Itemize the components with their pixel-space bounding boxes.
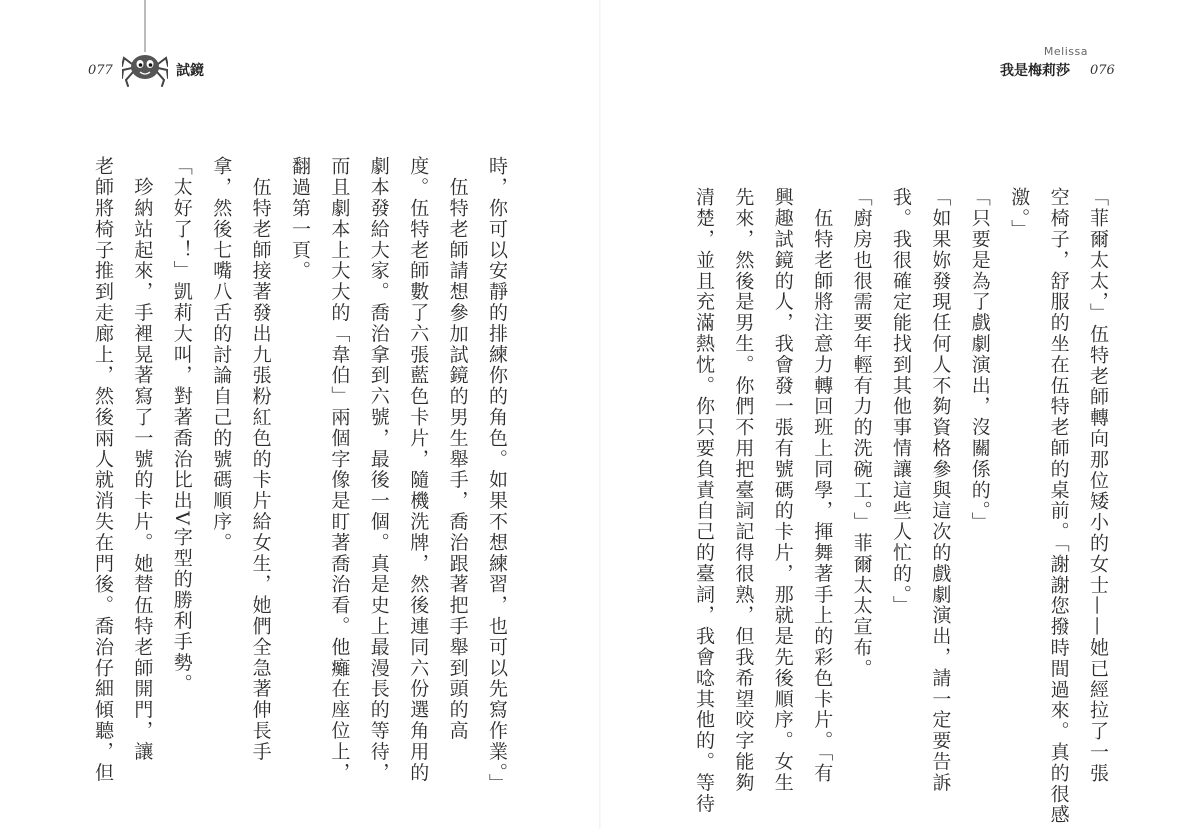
right-page-text-line: 「菲爾太太，」伍特老師轉向那位矮小的女士——她已經拉了一張 — [1087, 187, 1109, 784]
right-page-text-line: 先來，然後是男生。你們不用把臺詞記得很熟，但我希望咬字能夠 — [732, 187, 755, 794]
right-page-text-line: 激。」 — [1008, 187, 1031, 241]
running-title-left: 試鏡 — [176, 63, 204, 79]
left-page-text-line: 劇本發給大家。喬治拿到六號，最後一個。真是史上最漫長的等待， — [367, 156, 390, 783]
left-page-text-line: 珍納站起來，手裡晃著寫了一號的卡片。她替伍特老師開門，讓 — [131, 156, 154, 763]
right-page-text-line: 伍特老師將注意力轉回班上同學，揮舞著手上的彩色卡片。「有 — [811, 187, 834, 784]
left-page-text-line: 伍特老師接著發出九張粉紅色的卡片給女生，她們全急著伸長手 — [249, 156, 272, 763]
left-page-text-line: 伍特老師請想參加試鏡的男生舉手，喬治跟著把手舉到頭的高 — [446, 156, 469, 742]
left-page-text-line: 老師將椅子推到走廊上，然後兩人就消失在門後。喬治仔細傾聽，但 — [92, 156, 114, 783]
right-page-text-line: 「只要是為了戲劇演出，沒關係的。」 — [968, 187, 991, 533]
right-page-text-line: 清楚，並且充滿熱忱。你只要負責自己的臺詞，我會唸其他的。等待 — [693, 187, 715, 814]
left-page-text-line: 時，你可以安靜的排練你的角色。如果不想練習，也可以先寫作業。」 — [486, 156, 508, 795]
right-page-text-line: 「廚房也很需要年輕有力的洗碗工。」菲爾太太宣布。 — [850, 187, 873, 680]
page-number-right: 076 — [1090, 63, 1115, 78]
left-page-text-line: 「太好了！」凱莉大叫，對著喬治比出V字型的勝利手勢。 — [170, 156, 193, 695]
right-page-text-line: 「如果妳發現任何人不夠資格參與這次的戲劇演出，請一定要告訴 — [929, 187, 952, 794]
brand-wordmark: Melissa — [1043, 45, 1088, 58]
left-page-text-line: 拿，然後七嘴八舌的討論自己的號碼順序。 — [210, 156, 233, 554]
left-page-text-line: 而且劇本上大大的「韋伯」兩個字像是盯著喬治看。他癱在座位上， — [328, 156, 351, 783]
right-page-text-line: 我。我很確定能找到其他事情讓這些人忙的。」 — [890, 187, 912, 617]
page-number-left: 077 — [88, 63, 113, 78]
left-page-text-line: 翻過第一頁。 — [289, 156, 311, 282]
right-page-text-line: 興趣試鏡的人，我會發一張有號碼的卡片，那就是先後順序。女生 — [771, 187, 794, 794]
right-page-text-line: 空椅子，舒服的坐在伍特老師的桌前。「謝謝您撥時間過來。真的很感 — [1047, 187, 1070, 826]
left-page-text-line: 度。伍特老師數了六張藍色卡片，隨機洗牌，然後連同六份選角用的 — [407, 156, 430, 783]
right-page — [600, 0, 1200, 829]
running-title-right: 我是梅莉莎 — [1000, 63, 1070, 79]
spider-icon — [122, 0, 168, 88]
